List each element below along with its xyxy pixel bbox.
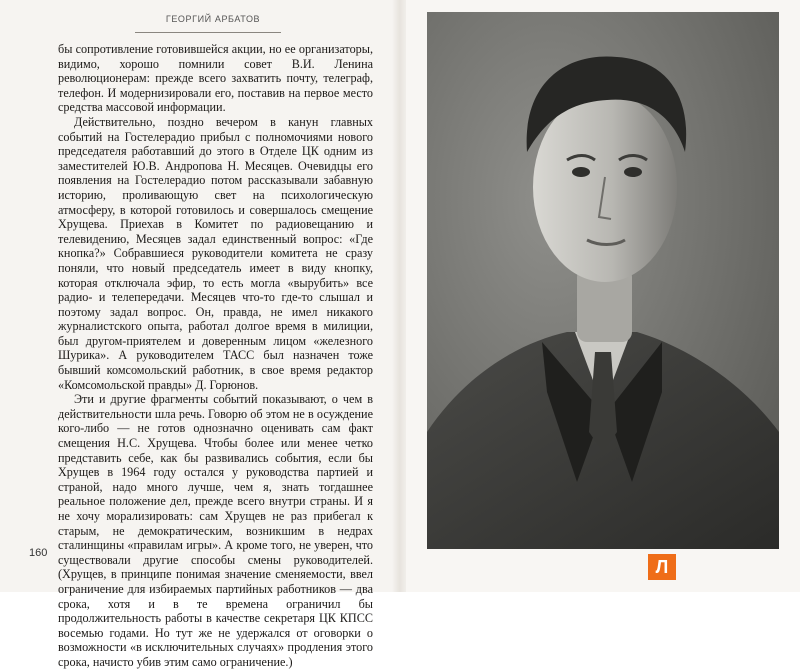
portrait-photo [427,12,779,549]
portrait-illustration [427,12,779,549]
page-number: 160 [29,547,48,559]
paragraph-2: Действительно, поздно вечером в канун главных событий на Гостелерадио прибыл с полномочиями нового председателя работавший до этого в Отделе ЦК одним из заместителей Ю.В. Андропова Н. Месяцев. Очевидцы его появления на Гостелерадио потом рассказывали забавную историю, проливающую свет на психологическую атмосферу, в которой готовилось и совершалось смещение Хрущева. Приехав в Комитет по радиовещанию и телевидению, Месяцев задал единственный вопрос: «Где кнопка?» Собравшиеся руководители комитета не сразу поняли, что новый председатель имеет в виду кнопку, которая отключала эфир, то есть могла «вырубить» все радио- и телепередачи. Месяцев что-то где-то слышал и поэтому задал вопрос. Он, правда, не имел никакого журналистского опыта, работал долгое время в милиции, был другом-приятелем и доверенным лицом «железного Шурика». А руководителем ТАСС был назначен тоже бывший комсомольский работник, в свое время редактор «Комсомольской правды» Д. Горюнов. [58,114,373,392]
running-head: ГЕОРГИЙ АРБАТОВ [165,14,261,24]
paragraph-1: бы сопротивление готовившейся акции, но ее организаторы, видимо, хорошо помнили совет В.И. Ленина революционерам: прежде всего захватить почту, телеграф, телефон. И модернизировали его, поставив на первое место средства массовой информации. [58,42,373,115]
running-head-rule [135,32,281,33]
publisher-logo-badge: Л [648,554,676,580]
book-gutter [392,0,406,592]
paragraph-3: Эти и другие фрагменты событий показывают, о чем в действительности шла речь. Говорю об этом не в осуждение кого-либо — не готов однозначно оценивать сам факт смещения Н.С. Хрущева. Чтобы более или менее четко представить себе, как бы развивались события, если бы Хрущев в 1964 году остался у руководства партией и страной, надо много лучше, чем я, знать тогдашнее реальное положение дел, прежде всего внутри страны. И я не хочу морализировать: сам Хрущев не раз прибегал к старым, не демократическим, возникшим в недрах сталинщины «правилам игры». А кроме того, не уверен, что существовали другие способы смены руководителей. (Хрущев, в принципе понимая значение сменяемости, ввел ограничение для избираемых партийных работников — два срока, хотя и в те времена ограничил бы продолжительность работы в качестве секретаря ЦК КПСС восемью годами. Но тут же не удержался от оговорки о возможности «в исключительных случаях» продления этого срока, начисто убив этим само ограничение.) [58,392,373,669]
body-text [58,42,373,670]
